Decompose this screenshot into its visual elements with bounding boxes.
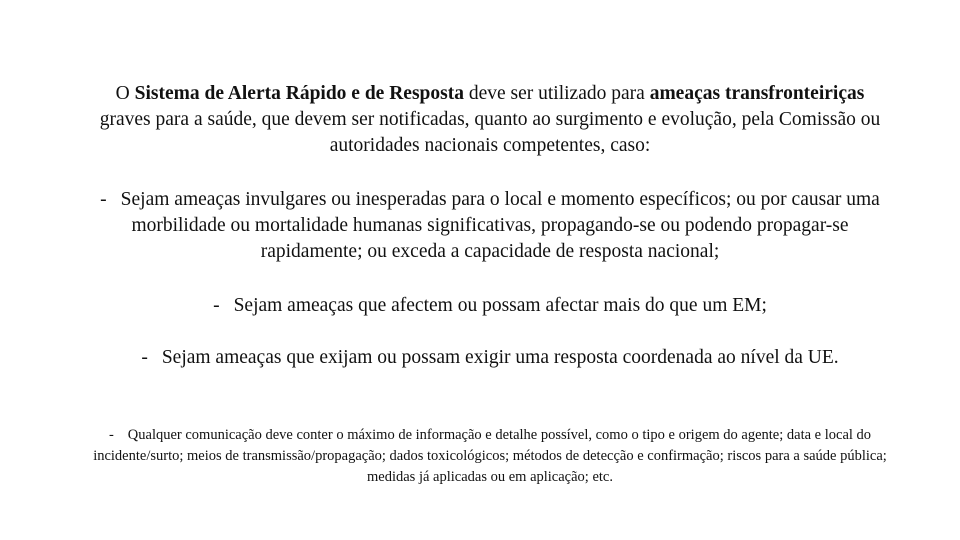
intro-text-1: O xyxy=(115,83,135,104)
bullet-dash: - xyxy=(141,347,148,368)
bullet-text: Sejam ameaças invulgares ou inesperadas para o local e momento específicos; ou por causar uma morbilidade ou mortalidade humanas significativas, propagando-se ou podendo propagar-se rapidamente; ou exceda a capacidade de resposta nacional; xyxy=(120,189,880,262)
communication-note xyxy=(90,425,890,488)
note-dash: - xyxy=(108,427,114,443)
bullet-multiple-states xyxy=(90,293,890,319)
note-text: Qualquer comunicação deve conter o máximo de informação e detalhe possível, como o tipo e origem do agente; data e local do incidente/surto; meios de transmissão/propagação; dados toxicológicos; métodos de detecção e confirmação; riscos para a saúde pública; medidas já aplicadas ou em aplicação; etc. xyxy=(93,427,887,485)
intro-bold-system: Sistema de Alerta Rápido e de Resposta xyxy=(134,83,464,104)
intro-bold-threats: ameaças transfronteiriças xyxy=(649,83,865,104)
intro-text-3: graves para a saúde, que devem ser notificadas, quanto ao surgimento e evolução, pela Comissão ou autoridades nacionais competentes, caso: xyxy=(99,109,881,156)
bullet-coordinated-response xyxy=(90,345,890,371)
bullet-text: Sejam ameaças que exijam ou possam exigir uma resposta coordenada ao nível da UE. xyxy=(161,347,839,368)
intro-text-2: deve ser utilizado para xyxy=(463,83,650,104)
bullet-dash: - xyxy=(100,189,107,210)
bullet-unusual-threats xyxy=(90,187,890,265)
bullet-text: Sejam ameaças que afectem ou possam afectar mais do que um EM; xyxy=(233,295,767,316)
bullet-dash: - xyxy=(213,295,220,316)
intro-paragraph xyxy=(90,81,890,159)
